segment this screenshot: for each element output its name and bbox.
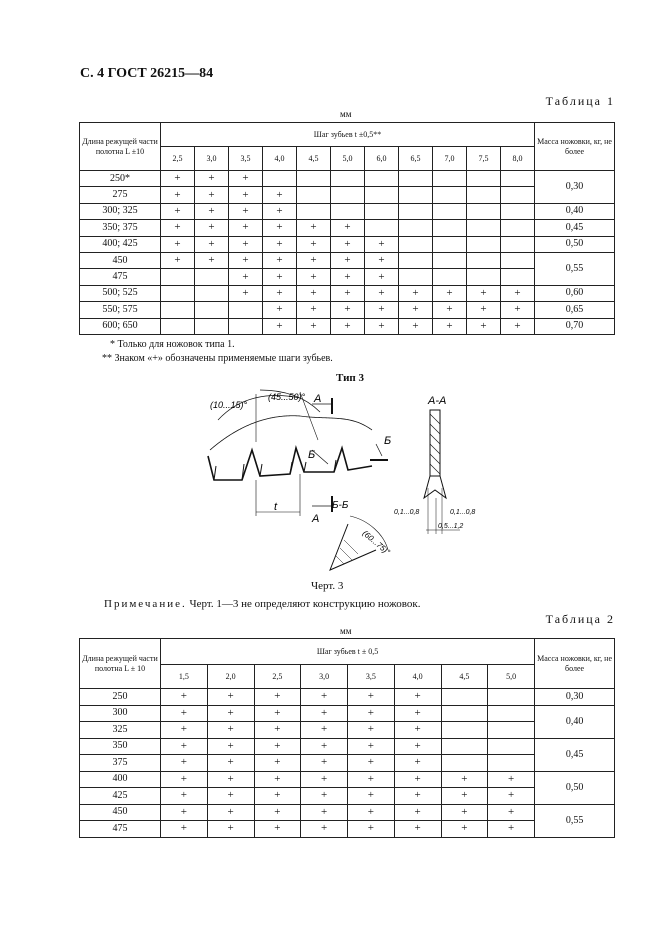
table2-name: Таблица 2: [545, 612, 615, 626]
table1-mark-cell: +: [263, 269, 297, 285]
table1-mark-cell: +: [229, 285, 263, 301]
table2-mark-cell: +: [207, 705, 254, 722]
table2-mark-cell: +: [254, 755, 301, 772]
table2-mark-cell: +: [394, 738, 441, 755]
table2-mark-cell: +: [254, 738, 301, 755]
table1-mark-cell: +: [161, 187, 195, 203]
table-row: [80, 738, 615, 755]
table1-mark-cell: +: [161, 220, 195, 236]
table2-mark-cell: +: [161, 821, 208, 838]
table1-mark-cell: +: [263, 203, 297, 219]
table2-mark-cell: +: [394, 755, 441, 772]
label-dim-bottom: 0,5...1,2: [438, 523, 464, 530]
table1-length-cell: 250*: [80, 171, 161, 187]
table1-mark-cell: +: [467, 285, 501, 301]
table2-mark-cell: +: [161, 705, 208, 722]
table1-length-cell: 350; 375: [80, 220, 161, 236]
table1-mark-cell: +: [331, 252, 365, 268]
note-prefix: Примечание.: [104, 598, 187, 610]
table1-mark-cell: +: [195, 203, 229, 219]
table1-pitch-header: 7,0: [433, 147, 467, 171]
table-row: [80, 771, 615, 788]
table2-mark-cell: +: [348, 821, 395, 838]
table1-mark-cell: +: [501, 318, 535, 334]
table1-mark-cell: +: [467, 302, 501, 318]
note: [104, 598, 421, 610]
table2-mark-cell: +: [301, 722, 348, 739]
table-row: [80, 220, 615, 236]
table2-mark-cell: +: [161, 738, 208, 755]
table2-mark-cell: +: [394, 705, 441, 722]
table1-mark-cell: +: [365, 318, 399, 334]
table2-pitch-header: 2,0: [207, 665, 254, 689]
table1-pitch-header: 8,0: [501, 147, 535, 171]
table2-mark-cell: +: [348, 722, 395, 739]
table1-mark-cell: [331, 187, 365, 203]
table1-mark-cell: [399, 269, 433, 285]
label-section-a-top: А: [314, 393, 322, 405]
table2-mark-cell: [488, 705, 535, 722]
table1-mark-cell: +: [297, 318, 331, 334]
table1-mark-cell: [467, 269, 501, 285]
table1-mark-cell: +: [399, 318, 433, 334]
table1-mark-cell: [433, 220, 467, 236]
table1-mark-cell: +: [229, 269, 263, 285]
table1-mark-cell: +: [263, 252, 297, 268]
table1-mark-cell: [365, 187, 399, 203]
table2-mark-cell: +: [254, 771, 301, 788]
table1-mark-cell: +: [161, 203, 195, 219]
table2-mark-cell: +: [301, 705, 348, 722]
table2-mark-cell: [488, 755, 535, 772]
table2-mark-cell: +: [488, 804, 535, 821]
table1-mark-cell: +: [501, 302, 535, 318]
table2-mark-cell: [488, 722, 535, 739]
table2-mark-cell: [441, 755, 488, 772]
table-row: [80, 318, 615, 334]
table1-mark-cell: [331, 203, 365, 219]
table2-mark-cell: +: [161, 788, 208, 805]
label-section-b: Б: [384, 435, 392, 447]
table2-mark-cell: +: [301, 738, 348, 755]
table1-mark-cell: +: [229, 187, 263, 203]
table1-mass-cell: 0,45: [535, 220, 615, 236]
table2-mark-cell: +: [301, 788, 348, 805]
table1-mark-cell: [263, 171, 297, 187]
table1-mark-cell: [161, 285, 195, 301]
table1-pitch-header: 4,5: [297, 147, 331, 171]
blade-teeth: [208, 448, 372, 480]
table2-mark-cell: [488, 689, 535, 706]
table2-mark-cell: +: [207, 821, 254, 838]
table1-mass-cell: 0,65: [535, 302, 615, 318]
table1-mark-cell: [229, 302, 263, 318]
table1-mark-cell: +: [195, 171, 229, 187]
table1-mark-cell: +: [195, 236, 229, 252]
table1-mark-cell: +: [195, 252, 229, 268]
footnote-1: * Только для ножовок типа 1.: [110, 339, 235, 350]
table1-mark-cell: +: [433, 302, 467, 318]
table1-mark-cell: +: [229, 171, 263, 187]
table-row: [80, 689, 615, 706]
table2-mark-cell: +: [207, 722, 254, 739]
table1-mark-cell: [433, 236, 467, 252]
table1-mark-cell: [467, 236, 501, 252]
table1-mark-cell: [161, 318, 195, 334]
table1-mass-cell: 0,50: [535, 236, 615, 252]
table2-mark-cell: +: [488, 788, 535, 805]
table2-mark-cell: +: [301, 771, 348, 788]
table1-mark-cell: +: [263, 187, 297, 203]
table1-mark-cell: [433, 252, 467, 268]
table1-mark-cell: +: [467, 318, 501, 334]
table1-mark-cell: [433, 269, 467, 285]
table1-mark-cell: +: [195, 220, 229, 236]
table2-units: мм: [340, 626, 352, 636]
table1-mark-cell: [195, 318, 229, 334]
table1-mark-cell: [501, 171, 535, 187]
table2-header-mass: Масса ножовки, кг, не более: [535, 639, 615, 689]
table1-mark-cell: +: [263, 302, 297, 318]
table1-mark-cell: +: [263, 236, 297, 252]
table1-pitch-header: 4,0: [263, 147, 297, 171]
table1-mark-cell: [229, 318, 263, 334]
table2-length-cell: 325: [80, 722, 161, 739]
table2-mark-cell: +: [301, 804, 348, 821]
table2-mark-cell: [488, 738, 535, 755]
label-section-aa: А-А: [428, 395, 447, 407]
table1-mark-cell: [433, 187, 467, 203]
table2-mark-cell: +: [394, 689, 441, 706]
table2-pitch-header: 2,5: [254, 665, 301, 689]
table2-mark-cell: +: [348, 788, 395, 805]
table1-mark-cell: +: [161, 236, 195, 252]
table-row: [80, 705, 615, 722]
table2-mark-cell: +: [207, 804, 254, 821]
table1-mass-cell: 0,60: [535, 285, 615, 301]
table1-mark-cell: +: [297, 302, 331, 318]
table2-mark-cell: +: [301, 755, 348, 772]
table1-mark-cell: [195, 269, 229, 285]
table1-mark-cell: +: [331, 220, 365, 236]
table1-mark-cell: +: [399, 302, 433, 318]
table1-mark-cell: +: [433, 285, 467, 301]
table2-mark-cell: [441, 689, 488, 706]
table2-mark-cell: +: [254, 722, 301, 739]
figure-caption: Черт. 3: [311, 580, 344, 592]
table1-mark-cell: +: [263, 220, 297, 236]
table1-mark-cell: [433, 203, 467, 219]
table-row: [80, 302, 615, 318]
table1-mark-cell: +: [229, 220, 263, 236]
table1-mark-cell: +: [433, 318, 467, 334]
page-title: С. 4 ГОСТ 26215—84: [80, 66, 214, 81]
table1-mark-cell: +: [161, 252, 195, 268]
note-text: Черт. 1—3 не определяют конструкцию ножовок.: [186, 598, 421, 610]
table2-length-cell: 425: [80, 788, 161, 805]
table1-pitch-header: 5,0: [331, 147, 365, 171]
table1-mark-cell: +: [365, 285, 399, 301]
figure-type-label: Тип 3: [336, 372, 364, 384]
table1-mark-cell: [399, 203, 433, 219]
table2-mark-cell: +: [301, 689, 348, 706]
table-row: [80, 187, 615, 203]
table2-mark-cell: +: [441, 788, 488, 805]
table2-mark-cell: +: [348, 689, 395, 706]
table2-mark-cell: +: [254, 689, 301, 706]
table1-mark-cell: [433, 171, 467, 187]
table2-mass-cell: 0,40: [535, 705, 615, 738]
table1-length-cell: 475: [80, 269, 161, 285]
table1-mark-cell: +: [331, 318, 365, 334]
table1: [79, 122, 615, 335]
table1-mass-cell: 0,40: [535, 203, 615, 219]
table1-length-cell: 275: [80, 187, 161, 203]
table1-length-cell: 500; 525: [80, 285, 161, 301]
label-angle-bb: (60...75)°: [360, 528, 392, 557]
table1-length-cell: 600; 650: [80, 318, 161, 334]
table1-mark-cell: +: [297, 236, 331, 252]
table-row: [80, 821, 615, 838]
table2-mark-cell: +: [301, 821, 348, 838]
table2-mark-cell: +: [394, 821, 441, 838]
table2-mass-cell: 0,30: [535, 689, 615, 706]
table2-mark-cell: +: [207, 771, 254, 788]
table1-mark-cell: [501, 220, 535, 236]
table2-mark-cell: [441, 722, 488, 739]
table2-pitch-header: 4,5: [441, 665, 488, 689]
table1-mark-cell: [297, 203, 331, 219]
table1-mark-cell: [297, 187, 331, 203]
footnote-2: ** Знаком «+» обозначены применяемые шаги зубьев.: [102, 353, 333, 364]
table1-header-pitch: Шаг зубьев t ±0,5**: [161, 123, 535, 147]
table1-mark-cell: [297, 171, 331, 187]
table2-header-pitch: Шаг зубьев t ± 0,5: [161, 639, 535, 665]
table2-mark-cell: +: [441, 771, 488, 788]
table1-mark-cell: +: [297, 252, 331, 268]
table2-mark-cell: +: [348, 755, 395, 772]
table1-mark-cell: [501, 269, 535, 285]
table-row: [80, 285, 615, 301]
table1-mark-cell: [399, 187, 433, 203]
table-row: [80, 236, 615, 252]
table1-mark-cell: [365, 171, 399, 187]
table1-mark-cell: +: [365, 236, 399, 252]
table1-mark-cell: +: [297, 269, 331, 285]
table1-mark-cell: +: [501, 285, 535, 301]
table1-mark-cell: +: [229, 203, 263, 219]
table-row: [80, 722, 615, 739]
table1-mark-cell: +: [399, 285, 433, 301]
table1-mark-cell: +: [331, 236, 365, 252]
table2-mark-cell: +: [254, 788, 301, 805]
table-row: [80, 788, 615, 805]
table2-length-cell: 375: [80, 755, 161, 772]
table-row: [80, 171, 615, 187]
table2-mark-cell: +: [161, 722, 208, 739]
table1-length-cell: 300; 325: [80, 203, 161, 219]
table2-pitch-header: 4,0: [394, 665, 441, 689]
table1-pitch-header: 7,5: [467, 147, 501, 171]
table2-length-cell: 450: [80, 804, 161, 821]
label-dim-right: 0,1...0,8: [450, 509, 476, 516]
table-row: [80, 755, 615, 772]
table1-mass-cell: 0,55: [535, 252, 615, 285]
table2-mark-cell: +: [254, 821, 301, 838]
table2-mark-cell: +: [394, 722, 441, 739]
table1-pitch-header: 6,0: [365, 147, 399, 171]
table2-mass-cell: 0,55: [535, 804, 615, 837]
table-row: [80, 252, 615, 268]
table1-mark-cell: [467, 220, 501, 236]
table1-mark-cell: [501, 187, 535, 203]
table2: [79, 638, 615, 838]
label-dim-left: 0,1...0,8: [394, 509, 420, 516]
table1-name: Таблица 1: [545, 94, 615, 108]
table1-mark-cell: +: [161, 171, 195, 187]
table1-mark-cell: [161, 302, 195, 318]
table2-header-length: Длина режущей части полотна L ± 10: [80, 639, 161, 689]
table2-mark-cell: +: [441, 804, 488, 821]
table1-mark-cell: [399, 236, 433, 252]
table2-mass-cell: 0,50: [535, 771, 615, 804]
table1-mark-cell: +: [297, 220, 331, 236]
table2-mark-cell: +: [161, 771, 208, 788]
table2-mark-cell: +: [488, 821, 535, 838]
table1-header-mass: Масса ножовки, кг, не более: [535, 123, 615, 171]
table1-mark-cell: [195, 302, 229, 318]
table1-pitch-header: 6,5: [399, 147, 433, 171]
table1-mark-cell: +: [331, 285, 365, 301]
label-section-bb: Б-Б: [332, 500, 349, 511]
saw-drawing: [200, 384, 490, 584]
table2-mark-cell: +: [441, 821, 488, 838]
table2-length-cell: 350: [80, 738, 161, 755]
table2-pitch-header: 1,5: [161, 665, 208, 689]
table2-mark-cell: [441, 738, 488, 755]
table1-mark-cell: [501, 252, 535, 268]
table1-mark-cell: [195, 285, 229, 301]
table1-mark-cell: +: [229, 236, 263, 252]
table-row: [80, 203, 615, 219]
label-angle-mid: (45...50)°: [268, 392, 306, 402]
table2-pitch-header: 3,5: [348, 665, 395, 689]
table-row: [80, 804, 615, 821]
table1-mark-cell: +: [331, 269, 365, 285]
break-line: [210, 416, 372, 450]
table2-mark-cell: +: [394, 804, 441, 821]
table1-mark-cell: [501, 203, 535, 219]
table1-mass-cell: 0,30: [535, 171, 615, 204]
table2-mark-cell: +: [488, 771, 535, 788]
label-angle-top: (10...15)°: [210, 400, 248, 410]
table1-mark-cell: [399, 220, 433, 236]
table2-mark-cell: +: [348, 738, 395, 755]
table1-mass-cell: 0,70: [535, 318, 615, 334]
table1-mark-cell: +: [229, 252, 263, 268]
table1-mark-cell: [467, 187, 501, 203]
table2-length-cell: 475: [80, 821, 161, 838]
table1-mark-cell: [365, 203, 399, 219]
table2-mark-cell: +: [348, 771, 395, 788]
table-row: [80, 269, 615, 285]
table1-mark-cell: +: [263, 318, 297, 334]
table2-mark-cell: +: [348, 705, 395, 722]
label-pitch-t: t: [274, 501, 278, 513]
table2-pitch-header: 3,0: [301, 665, 348, 689]
table1-length-cell: 550; 575: [80, 302, 161, 318]
table1-length-cell: 450: [80, 252, 161, 268]
table2-mark-cell: +: [161, 804, 208, 821]
table1-mark-cell: +: [365, 302, 399, 318]
table1-mark-cell: +: [195, 187, 229, 203]
table1-units: мм: [340, 109, 352, 119]
table1-mark-cell: +: [331, 302, 365, 318]
table1-mark-cell: +: [365, 252, 399, 268]
table2-length-cell: 250: [80, 689, 161, 706]
table2-length-cell: 300: [80, 705, 161, 722]
table1-pitch-header: 3,5: [229, 147, 263, 171]
table2-mark-cell: [441, 705, 488, 722]
table2-mark-cell: +: [207, 738, 254, 755]
table2-mark-cell: +: [254, 804, 301, 821]
table2-pitch-header: 5,0: [488, 665, 535, 689]
table1-pitch-header: 2,5: [161, 147, 195, 171]
table1-header-length: Длина режущей части полотна L ±10: [80, 123, 161, 171]
table2-mark-cell: +: [207, 755, 254, 772]
table1-mark-cell: [467, 171, 501, 187]
table1-mark-cell: +: [365, 269, 399, 285]
table1-mark-cell: [161, 269, 195, 285]
label-section-b2: Б: [308, 449, 316, 461]
table2-mark-cell: +: [394, 771, 441, 788]
table1-mark-cell: [331, 171, 365, 187]
table1-length-cell: 400; 425: [80, 236, 161, 252]
table2-mass-cell: 0,45: [535, 738, 615, 771]
table2-mark-cell: +: [394, 788, 441, 805]
table1-mark-cell: [501, 236, 535, 252]
table2-length-cell: 400: [80, 771, 161, 788]
table1-mark-cell: [399, 252, 433, 268]
table1-mark-cell: [467, 252, 501, 268]
label-section-a-bottom: А: [312, 513, 320, 525]
table1-mark-cell: [399, 171, 433, 187]
table2-mark-cell: +: [348, 804, 395, 821]
table2-mark-cell: +: [207, 788, 254, 805]
table2-mark-cell: +: [207, 689, 254, 706]
table1-mark-cell: [467, 203, 501, 219]
table2-mark-cell: +: [161, 755, 208, 772]
table1-pitch-header: 3,0: [195, 147, 229, 171]
table1-mark-cell: [365, 220, 399, 236]
table1-mark-cell: +: [263, 285, 297, 301]
table1-mark-cell: +: [297, 285, 331, 301]
table2-mark-cell: +: [254, 705, 301, 722]
table2-mark-cell: +: [161, 689, 208, 706]
